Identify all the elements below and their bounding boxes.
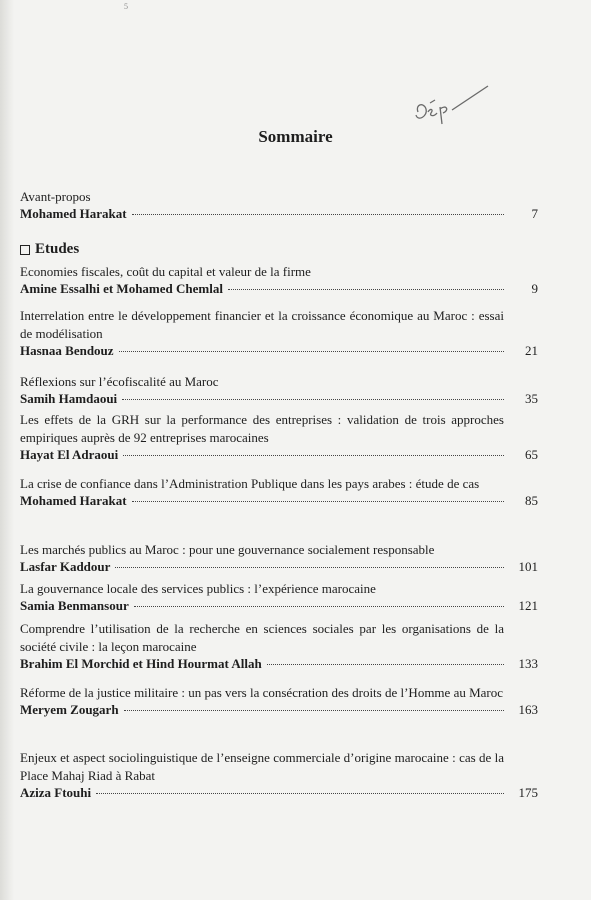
entry-author-row (20, 343, 538, 362)
entry-page-number: 133 (518, 656, 538, 671)
entry-author-row (20, 656, 538, 675)
entry-page-number: 163 (518, 702, 538, 717)
entry-title: Réforme de la justice militaire : un pas vers la consécration des droits de l’Homme au Maroc (20, 685, 504, 700)
entry-author: Amine Essalhi et Mohamed Chemlal (20, 281, 223, 296)
dot-leader (122, 398, 504, 400)
entry-author-row (20, 559, 538, 578)
entry-title: Economies fiscales, coût du capital et valeur de la firme (20, 264, 311, 279)
entry-page-number: 85 (525, 493, 538, 508)
entry-author: Meryem Zougarh (20, 702, 119, 717)
entry-author-row (20, 785, 538, 804)
handwritten-annotation (412, 82, 492, 130)
checkbox-square-icon (20, 245, 30, 255)
dot-leader (96, 792, 504, 794)
entry-author-row (20, 702, 538, 721)
entry-author: Brahim El Morchid et Hind Hourmat Allah (20, 656, 262, 671)
entry-author-row (20, 493, 538, 512)
dot-leader (132, 213, 504, 215)
toc-entry (20, 263, 538, 300)
page-mark: 5 (124, 2, 128, 11)
entry-page-number: 21 (525, 343, 538, 358)
entry-author: Hasnaa Bendouz (20, 343, 114, 358)
section-heading (20, 241, 79, 258)
entry-author: Aziza Ftouhi (20, 785, 92, 800)
entry-title: Comprendre l’utilisation de la recherche en sciences sociales par les organisations de la société civile : la leçon marocaine (20, 621, 504, 654)
toc-entry (20, 749, 538, 804)
entry-author: Mohamed Harakat (20, 206, 127, 221)
toc-entry (20, 684, 538, 721)
entry-title: Enjeux et aspect sociolinguistique de l’enseigne commerciale d’origine marocaine : cas de la Place Mahaj Riad à Rabat (20, 750, 504, 783)
section-heading-label: Etudes (35, 241, 80, 257)
entry-author: Hayat El Adraoui (20, 447, 119, 462)
entry-page-number: 35 (525, 391, 538, 406)
dot-leader (119, 350, 504, 352)
dot-leader (115, 566, 504, 568)
entry-author-row (20, 281, 538, 300)
entry-author: Mohamed Harakat (20, 493, 127, 508)
entry-page-number: 101 (518, 559, 538, 574)
dot-leader (228, 288, 504, 290)
entry-author: Lasfar Kaddour (20, 559, 111, 574)
dot-leader (123, 454, 504, 456)
entry-title: Interrelation entre le développement financier et la croissance économique au Maroc : essai de modélisation (20, 308, 504, 341)
entry-author-row (20, 206, 538, 225)
dot-leader (134, 605, 504, 607)
entry-page-number: 7 (531, 206, 538, 221)
entry-author-row (20, 447, 538, 466)
entry-author-row (20, 391, 538, 410)
toc-entry (20, 373, 538, 410)
toc-entry (20, 411, 538, 466)
toc-entry (20, 541, 538, 578)
toc-entry (20, 475, 538, 512)
entry-page-number: 9 (531, 281, 538, 296)
entry-author-row (20, 598, 538, 617)
entry-title: La crise de confiance dans l’Administration Publique dans les pays arabes : étude de cas (20, 476, 480, 491)
dot-leader (124, 709, 504, 711)
entry-author: Samih Hamdaoui (20, 391, 118, 406)
toc-entry (20, 307, 538, 362)
toc-entry-intro (20, 188, 538, 225)
entry-title: La gouvernance locale des services publics : l’expérience marocaine (20, 581, 376, 596)
dot-leader (132, 500, 504, 502)
entry-author: Samia Benmansour (20, 598, 129, 613)
dot-leader (267, 663, 504, 665)
entry-title: Réflexions sur l’écofiscalité au Maroc (20, 374, 219, 389)
entry-title: Les marchés publics au Maroc : pour une gouvernance socialement responsable (20, 542, 435, 557)
entry-page-number: 121 (518, 598, 538, 613)
entry-page-number: 175 (518, 785, 538, 800)
toc-entry (20, 580, 538, 617)
entry-page-number: 65 (525, 447, 538, 462)
toc-entry (20, 620, 538, 675)
entry-title: Les effets de la GRH sur la performance des entreprises : validation de trois approches empiriques auprès de 92 entreprises marocaines (20, 412, 504, 445)
entry-title: Avant-propos (20, 189, 91, 204)
page-title: Sommaire (258, 127, 333, 146)
